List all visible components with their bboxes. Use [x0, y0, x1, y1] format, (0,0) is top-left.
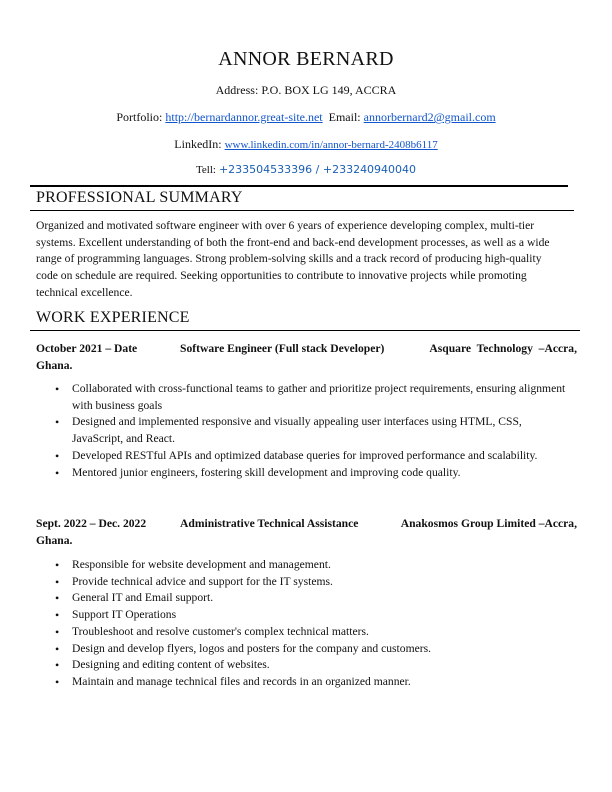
- summary-line: systems. Excellent understanding of both the front-end and back-end development processes, as well as a wide: [36, 235, 550, 249]
- address-line: [0, 83, 612, 98]
- job-dates: October 2021 – Date: [36, 342, 138, 355]
- portfolio-link[interactable]: http://bernardannor.great-site.net: [165, 110, 323, 124]
- phone-label: Tell:: [195, 164, 216, 176]
- list-item: • Mentored junior engineers, fostering skill development and improving code quality.: [56, 465, 566, 482]
- linkedin-line: [0, 137, 612, 152]
- job-role: Software Engineer (Full stack Developer): [180, 342, 385, 355]
- address-value: P.O. BOX LG 149, ACCRA: [261, 83, 397, 97]
- candidate-name: ANNOR BERNARD: [218, 48, 394, 70]
- address-label: Address:: [215, 83, 259, 97]
- job-company: Asquare Technology –Accra,: [429, 342, 577, 355]
- summary-line: code on schedule are required. Seeking opportunities to contribute to innovative projects while promoting: [36, 269, 527, 283]
- list-item: • Troubleshoot and resolve customer's complex technical matters.: [56, 624, 566, 641]
- summary-line: technical excellence.: [36, 285, 133, 299]
- job-header: [36, 340, 577, 374]
- list-item: • General IT and Email support.: [56, 590, 566, 607]
- portfolio-email-line: [0, 110, 612, 125]
- list-item: • Support IT Operations: [56, 607, 566, 624]
- job-bullets: [56, 381, 566, 481]
- job-company: Anakosmos Group Limited –Accra,: [400, 517, 577, 530]
- list-item: • Provide technical advice and support for the IT systems.: [56, 574, 566, 591]
- job-bullets: [56, 557, 566, 691]
- job-location-cont: Ghana.: [36, 534, 73, 547]
- linkedin-link[interactable]: www.linkedin.com/in/annor-bernard-2408b6117: [224, 139, 438, 151]
- summary-paragraph: [36, 218, 576, 302]
- job-header: [36, 515, 577, 549]
- list-item: • Developed RESTful APIs and optimized database queries for improved performance and scalability.: [56, 448, 566, 465]
- header-divider: [30, 185, 568, 187]
- phone-line: [0, 162, 612, 177]
- list-item: • Designing and editing content of websites.: [56, 657, 566, 674]
- list-item: • Maintain and manage technical files and records in an organized manner.: [56, 674, 566, 691]
- summary-line: range of programming languages. Strong problem-solving skills and a track record of producing high-quality: [36, 252, 542, 266]
- linkedin-label: LinkedIn:: [174, 137, 222, 151]
- phone-numbers: +233504533396 / +233240940040: [218, 163, 417, 176]
- job-location-cont: Ghana.: [36, 359, 73, 372]
- summary-line: Organized and motivated software engineer with over 6 years of experience developing complex, multi-tier: [36, 219, 535, 232]
- summary-divider: [30, 210, 574, 211]
- job-dates: Sept. 2022 – Dec. 2022: [36, 517, 147, 530]
- summary-heading: PROFESSIONAL SUMMARY: [36, 189, 243, 206]
- list-item: • Designed and implemented responsive and visually appealing user interfaces using HTML, CSS, JavaScript, and React.: [56, 414, 566, 447]
- portfolio-label: Portfolio:: [116, 110, 163, 124]
- work-divider: [30, 330, 580, 331]
- job-role: Administrative Technical Assistance: [180, 517, 359, 530]
- list-item: • Design and develop flyers, logos and posters for the company and customers.: [56, 641, 566, 658]
- email-label: Email:: [328, 110, 361, 124]
- email-link[interactable]: annorbernard2@gmail.com: [363, 110, 496, 124]
- list-item: • Responsible for website development and management.: [56, 557, 566, 574]
- list-item: • Collaborated with cross-functional teams to gather and prioritize project requirements, ensuring alignment with business goals: [56, 381, 566, 414]
- work-heading: WORK EXPERIENCE: [36, 309, 190, 326]
